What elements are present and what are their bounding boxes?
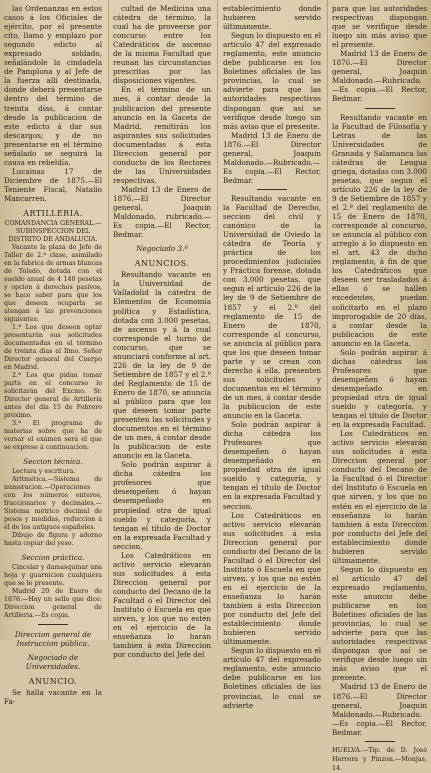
paragraph: Dibujo de figura y adorno hasta copiar del yeso. xyxy=(4,532,102,548)
column-1 xyxy=(4,4,103,707)
paragraph: Madrid 13 de Enero de 1876.—El Director general, Joaquin Maldonado, rubricado.—Es copia.—El Rector, Bedmar. xyxy=(113,184,211,240)
section-heading: Direccion general de Instruccion pública. xyxy=(14,630,92,649)
paragraph: establecimiento donde hubieren servido últimamente. xyxy=(223,4,321,32)
column-rule xyxy=(327,0,328,640)
column-2 xyxy=(113,4,211,660)
column-rule xyxy=(217,0,218,640)
printer-imprint: HUELVA.—Tip. de D. José Herrera y Pinzon.—Monjas, 14. xyxy=(332,745,427,772)
paragraph: Segun lo dispuesto en el artículo 47 del expresado reglamento, este anuncio debe publicarse en los Boletines oficiales de las provincias, lo cual se advierte para que las autoridades respectivas dispongan que así se verifique desde luego sin más aviso que el presente. xyxy=(332,564,427,683)
paragraph: Aritmética.—Sistema de numeracion.—Operaciones con los números enteros, fraccionarios y decimales.—Sistema métrico decimal de pesos y medidas, reduccion á él de los antiguos españoles. xyxy=(4,476,102,532)
paragraph: Resultando vacante en la Facultad de Filosofía y Letras de las Universidades de Granada y Salamanca las cátedras de Lengua griega, dotadas con 3.000 pesetas, que segun el artículo 226 de la ley de 9 de Setiembre de 1857 y el 2.º del reglamento de 15 de Enero de 1870, corresponde al concurso, se anuncia al público con arreglo á lo dispuesto en el art. 43 de dicho reglamento, á fin de que los Catedráticos que deseen ser trasladados á ellas ó se hallen excedentes, puedan solicitarlo en el plazo improrogable de 20 días, á contar desde la publicacion de este anuncio en la Gaceta. xyxy=(332,112,427,348)
paragraph: Resultando vacante en la Universidad de Valladolid la cátedra de Elementos de Economía política y Estadística, dotada con 3.000 pesetas, de ascenso y á la cual corresponde el turno de concurso, que se anunciará conforme al art. 226 de la ley de 9 de Setiembre de 1857 y el 2.º del Reglamento de 15 de Enero de 1870, se anuncia al público para que los que deseen tomar parte presenten las solicitudes y documentos en el término de un mes, á contar desde la publicacion de este anuncio en la Gaceta. xyxy=(113,270,211,461)
section-heading: Seccion técnica. xyxy=(23,457,83,467)
separator xyxy=(365,741,395,742)
paragraph: Se halla vacante en la Fa- xyxy=(4,688,102,707)
separator xyxy=(257,189,287,190)
paragraph: Segun lo dispuesto en el artículo 47 del expresado reglamento, este anuncio debe publicarse en los Boletines oficiales de las provincias, lo cual se advierte xyxy=(223,646,321,710)
paragraph: En el término de un mes, á contar desde la publicacion del presente anuncio en la Gaceta de Madrid, remitirán los aspirantes sus solicitudes documentadas á esta Direccion general por conducto de los Rectores de las Universidades respectivas. xyxy=(113,85,211,185)
paragraph: Madrid 13 de Enero de 1876.—El Director general, Joaquin Maldonado.—Rubricado.—Es copia.—El Rector, Bedmar. xyxy=(332,682,427,737)
paragraph: Los Catedráticos en activo servicio elevarán sus solicitudes á esta Direccion general por conducto del Decano de la Facultad ó el Director del Instituto ó Escuela en que sirven, y los que no estén en el ejercicio de la enseñanza lo harán tambien á esta Direccion por conducto del Jefe del establecimiento donde hubieren servido últimamente. xyxy=(332,429,427,565)
paragraph: para que las autoridades respectivas dispongan que se verifique desde luego sin más aviso que el presente. xyxy=(332,4,427,50)
separator xyxy=(365,108,395,109)
paragraph: Cincelar y damasquinar una hoja y guarnicion cualquiera que se le presente. xyxy=(4,564,103,588)
section-heading: ARTILLERIA. xyxy=(23,209,83,219)
section-heading: Negociado de Universidades. xyxy=(25,653,81,672)
subheading: COMANDANCIA GENERAL.—SUBINSPECCION DEL DISTRITO DE ANDALUCIA. xyxy=(4,220,102,244)
section-heading: ANUNCIOS. xyxy=(134,259,190,269)
paragraph: Resultando vacante en la Facultad de Derecho, seccion del civil y canónico de la Universidad de Oviedo la cátedra de Teoría y práctica de los procedimientos judiciales y Práctica forense, dotada con 3.000 pesetas, que segun el artículo 226 de la ley de 9 de Setiembre de 1857 y el 2.º del reglamento de 15 de Enero de 1870, corresponde al concurso, se anuncia al público para que los que deseen tomar parte y se crean con derecho á ella, presenten sus solicitudes y documentos en el término de un mes, á contar desde la publicacion de este anuncio en la Gaceta. xyxy=(223,193,321,421)
paragraph: cultad de Medicina una cátedra de término, la cual ha de proveerse por concurso entre los Catedráticos de ascenso de la misma Facultad que reunan las circunstancias prescritas por las disposiciones vigentes. xyxy=(113,4,211,86)
paragraph: Segun lo dispuesto en el artículo 47 del expresado reglamento, este anuncio debe publicarse en los Boletines oficiales de las provincias, lo cual se advierte para que las autoridades respectivas dispongan que así se verifique desde luego sin más aviso que el presente. xyxy=(223,31,321,131)
paragraph: Lectura y escritura. xyxy=(12,468,76,476)
paragraph: Los Catedráticos en activo servicio elevarán sus solicitudes á esta Direccion general por conducto del Decano de la Facultad ó el Director del Instituto ó Escuela en que sirven, y los que no estén en el ejercicio de la enseñanza lo harán tambien á esta Direccion por conducto del Jefe del xyxy=(113,550,211,660)
paragraph: Solo podrán aspirar á dicha cátedra los Profesores que desempeñen ó hayan desempeñado en propiedad otra de igual sueldo y categoría, y tengan el título de Doctor en la expresada Facultad y seccion. xyxy=(223,420,321,511)
paragraph: Madrid 13 de Enero de 1876.—El Director general, Joaquin Maldonado.—Rubricado.—Es copia.—El Rector, Bedmar. xyxy=(223,130,321,185)
paragraph: Lucainas 17 de Diciembre de 1875.—El Teniente Fiscal, Natalio Mancarren. xyxy=(4,166,102,203)
paragraph: Solo podrán aspirar á dicha cátedra los profesores que desempeñen ó hayan desempeñado en propiedad otra de igual sueldo y categoría, y tengan el título de Doctor en la expresada Facultad y seccion. xyxy=(113,460,211,551)
column-4 xyxy=(332,4,427,772)
paragraph: 1.ª Los que deseen optar presentarán sus solicitudes documentadas en el término de treinta días al Ilmo. Señor Director general del Cuerpo en Madrid. xyxy=(4,324,102,372)
section-heading: Negociado 3.º xyxy=(136,244,188,254)
separator xyxy=(38,624,68,625)
column-3 xyxy=(223,4,321,710)
section-heading: ANUNCIO. xyxy=(28,677,78,687)
section-heading: Seccion práctica. xyxy=(21,553,85,563)
paragraph: las Ordenanzas en estos casos á los Oficiales de ejército, por el presente cito, llamo y emplazo por segundo edicto al expresado soldado, señalándole la cindadela de Pamplona y al Jefe de la fuerza allí destinada, donde deberá presentarse dentro del término de treinta días, á contar desde la publicacion de este edicto á dar sus descargos; y de no presentarse en el término señalado se seguirá la causa en rebeldía. xyxy=(4,4,102,167)
paragraph: Vacante la plaza de Jefe de Taller de 2.ª clase, asimilado en la fabrica de armas blancas de Toledo, dotada con el sueldo anual de 4 140 pesetas y opcion á derechos pasivos, se hace saber para que los que deseen ocuparla se atengan á las prevenciones siguientes: xyxy=(4,244,102,324)
paragraph: Madrid 13 de Enero de 1876.—El Director general, Joaquin Maldonado.—Rubricado.—Es copia.—El Rector, Bedmar. xyxy=(332,49,427,104)
paragraph: 3.ª El programa de materias sobre que ha de versar el exámen será el que se exprese á continuacion: xyxy=(4,420,102,452)
paragraph: Solo podrán aspirar á dichas cátedras los Profesores que desempeñen ó hayan desempeñado en propiedad otra de igual sueldo y categoría, y tengan el título de Doctor en la expresada Facultad. xyxy=(332,347,427,430)
paragraph: Madrid 20 de Enero de 1876.—Hay un sello que dice: Direccion general de Artilleria.—Es copia. xyxy=(4,588,102,620)
paragraph: Los Catedráticos en activo servicio elevarán sus solicitudes á esta Direccion general por conducto del Decano de la Facultad ó el Director del Instituto ó Escuela en que sirven, y los que no estén en el ejercicio de la enseñanza lo harán tambien á esta Direccion por conducto del Jefe del establecimiento donde hubieren servido últimamente. xyxy=(223,510,321,647)
paragraph: 2.ª Los que pidan tomar parte en el concurso lo solicitarán del Excmo. Sr. Director general de Artilleria antes del día 15 de Febrero próximo. xyxy=(4,372,102,420)
column-rule xyxy=(108,0,109,640)
